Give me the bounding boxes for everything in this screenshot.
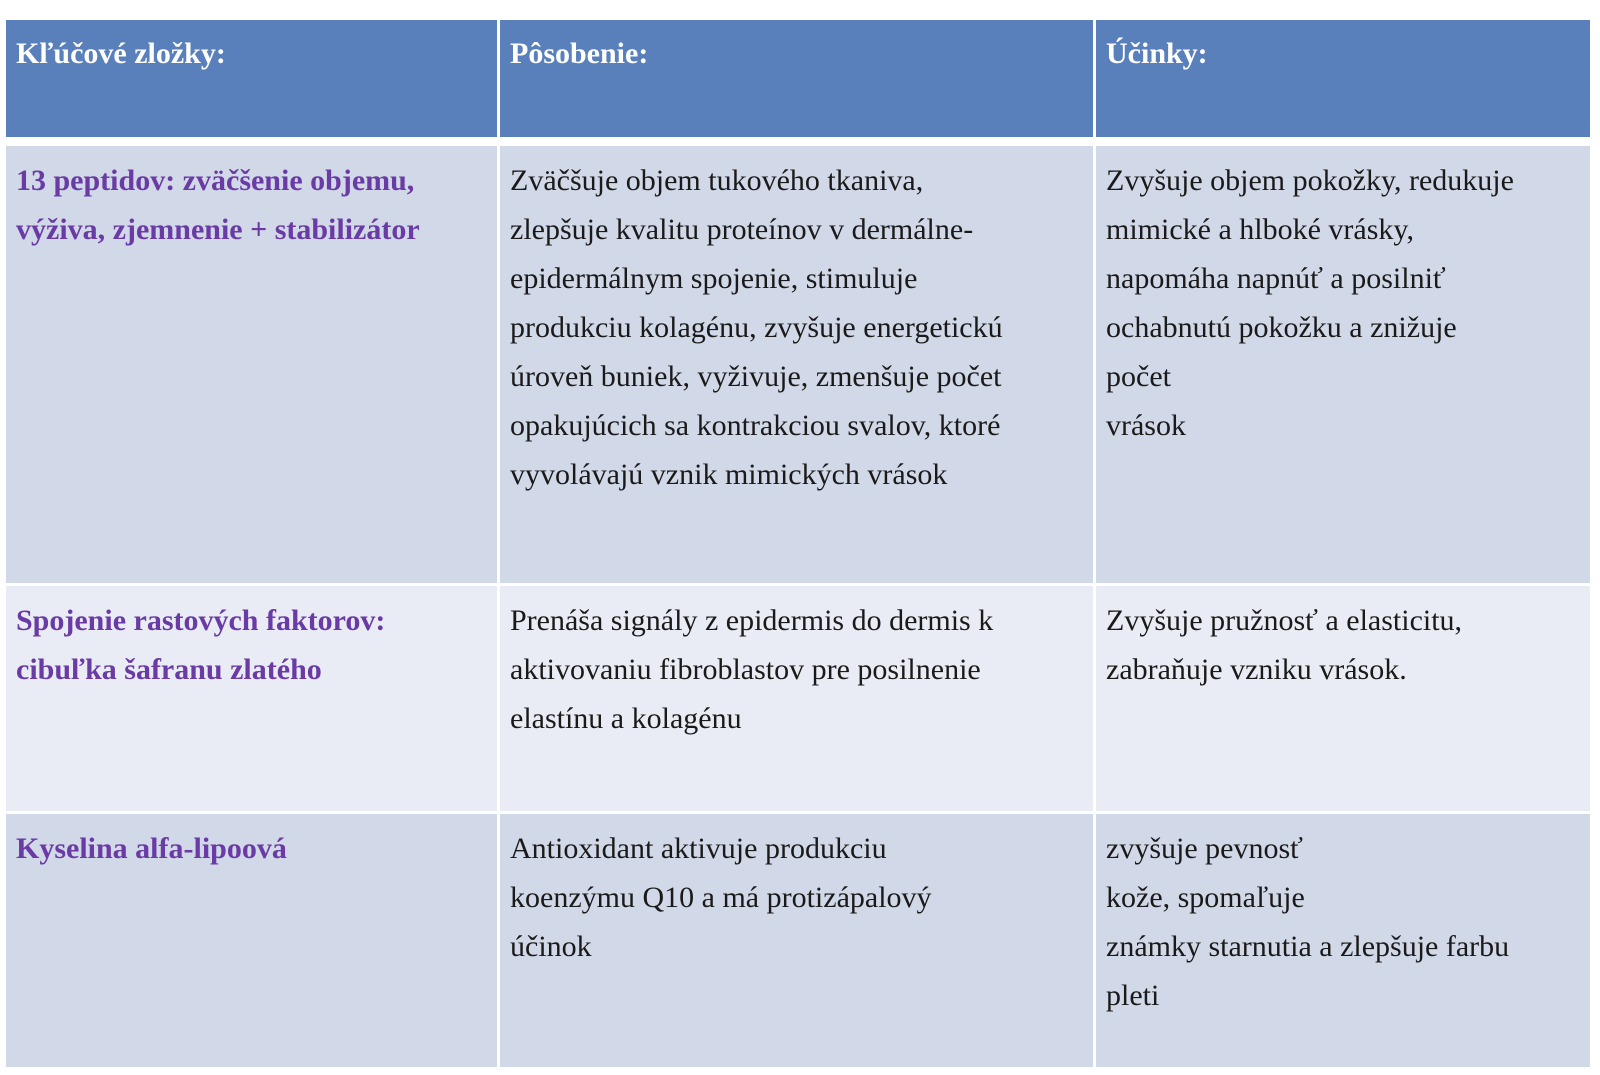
row-1-effect-line: ochabnutú pokožku a znižuje (1106, 311, 1457, 344)
row-3-action-line: koenzýmu Q10 a má protizápalový (510, 881, 932, 914)
row-1-component-line: výživa, zjemnenie + stabilizátor (16, 213, 420, 246)
row-1-action-line: epidermálnym spojenie, stimuluje (510, 262, 918, 295)
row-1-effect-line: napomáha napnúť a posilniť (1106, 262, 1446, 295)
row-1-effect-line: mimické a hlboké vrásky, (1106, 213, 1414, 246)
row-2-component-line: Spojenie rastových faktorov: (16, 604, 386, 637)
row-1-action-line: produkciu kolagénu, zvyšuje energetickú (510, 311, 1003, 344)
header-key-components: Kľúčové zložky: (6, 20, 500, 140)
row-2-action-line: Prenáša signály z epidermis do dermis k (510, 604, 994, 637)
row-2-component-line: cibuľka šafranu zlatého (16, 653, 322, 686)
row-3-effect-line: zvyšuje pevnosť (1106, 832, 1303, 865)
row-1-effect-line: vrások (1106, 409, 1186, 442)
row-2-effect-line: Zvyšuje pružnosť a elasticitu, (1106, 604, 1463, 637)
row-1-action-line: Zväčšuje objem tukového tkaniva, (510, 164, 924, 197)
header-action: Pôsobenie: (500, 20, 1096, 140)
row-1-action-line: opakujúcich sa kontrakciou svalov, ktoré (510, 409, 1001, 442)
row-3-effect (1096, 814, 1590, 1070)
row-3-component-line: Kyselina alfa-lipoová (16, 832, 287, 865)
row-2-action (500, 586, 1096, 814)
row-3-action (500, 814, 1096, 1070)
row-2-action-line: elastínu a kolagénu (510, 702, 742, 735)
row-3-effect-line: kože, spomaľuje (1106, 881, 1305, 914)
row-1-effect-line: počet (1106, 360, 1171, 393)
row-3-action-line: účinok (510, 930, 592, 963)
row-3-component (6, 814, 500, 1070)
row-2-component (6, 586, 500, 814)
row-2-effect (1096, 586, 1590, 814)
ingredients-table (6, 20, 1590, 1070)
row-3-effect-line: pleti (1106, 979, 1160, 1012)
row-1-action-line: zlepšuje kvalitu proteínov v dermálne- (510, 213, 974, 246)
row-1-component (6, 140, 500, 586)
row-1-action-line: úroveň buniek, vyživuje, zmenšuje počet (510, 360, 1002, 393)
row-3-effect-line: známky starnutia a zlepšuje farbu (1106, 930, 1510, 963)
row-2-effect-line: zabraňuje vzniku vrások. (1106, 653, 1407, 686)
row-1-effect-line: Zvyšuje objem pokožky, redukuje (1106, 164, 1514, 197)
header-effects: Účinky: (1096, 20, 1590, 140)
row-1-action (500, 140, 1096, 586)
row-1-component-line: 13 peptidov: zväčšenie objemu, (16, 164, 415, 197)
row-3-action-line: Antioxidant aktivuje produkciu (510, 832, 887, 865)
row-2-action-line: aktivovaniu fibroblastov pre posilnenie (510, 653, 981, 686)
row-1-action-line: vyvolávajú vznik mimických vrások (510, 458, 948, 491)
row-1-effect (1096, 140, 1590, 586)
